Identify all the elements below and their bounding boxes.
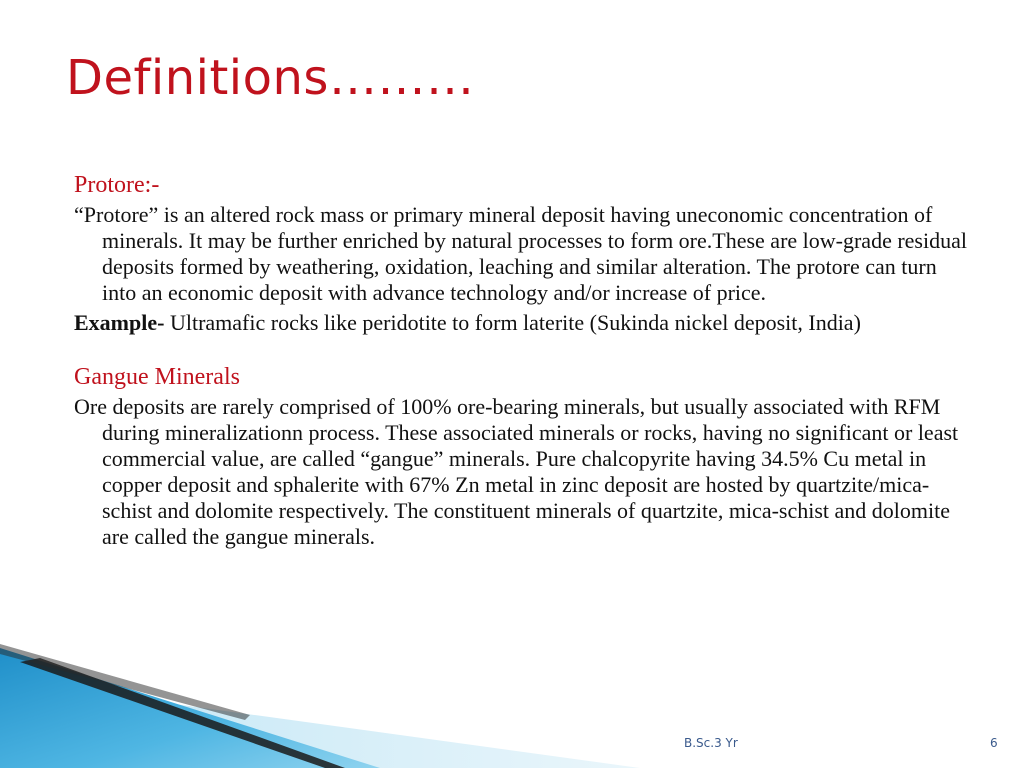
protore-heading: Protore:- xyxy=(74,172,160,198)
corner-swoosh-decoration xyxy=(0,640,1024,768)
gangue-paragraph: Ore deposits are rarely comprised of 100% ore-bearing minerals, but usually associated with RFM during mineralizationn process. These associated minerals or rocks, having no significant or least commercial value, are called “gangue” minerals. Pure chalcopyrite having 34.5% Cu metal in copper deposit and sphalerite with 67% Zn metal in zinc deposit are hosted by quartzite/mica-schist and dolomite respectively. The constituent minerals of quartzite, mica-schist and dolomite are called the gangue minerals. xyxy=(74,394,959,549)
slide-content xyxy=(74,170,974,554)
protore-example xyxy=(74,310,974,336)
example-label: Example- xyxy=(74,310,165,335)
protore-paragraph: “Protore” is an altered rock mass or primary mineral deposit having uneconomic concentration of minerals. It may be further enriched by natural processes to form ore.These are low-grade residual deposits formed by weathering, oxidation, leaching and similar alteration. The protore can turn into an economic deposit with advance technology and/or increase of price. xyxy=(74,202,967,305)
slide-title: Definitions……… xyxy=(66,50,475,106)
gangue-heading: Gangue Minerals xyxy=(74,364,240,390)
example-text: Ultramafic rocks like peridotite to form laterite (Sukinda nickel deposit, India) xyxy=(164,310,861,335)
footer-course: B.Sc.3 Yr xyxy=(684,736,738,750)
footer-page-number: 6 xyxy=(990,736,998,750)
